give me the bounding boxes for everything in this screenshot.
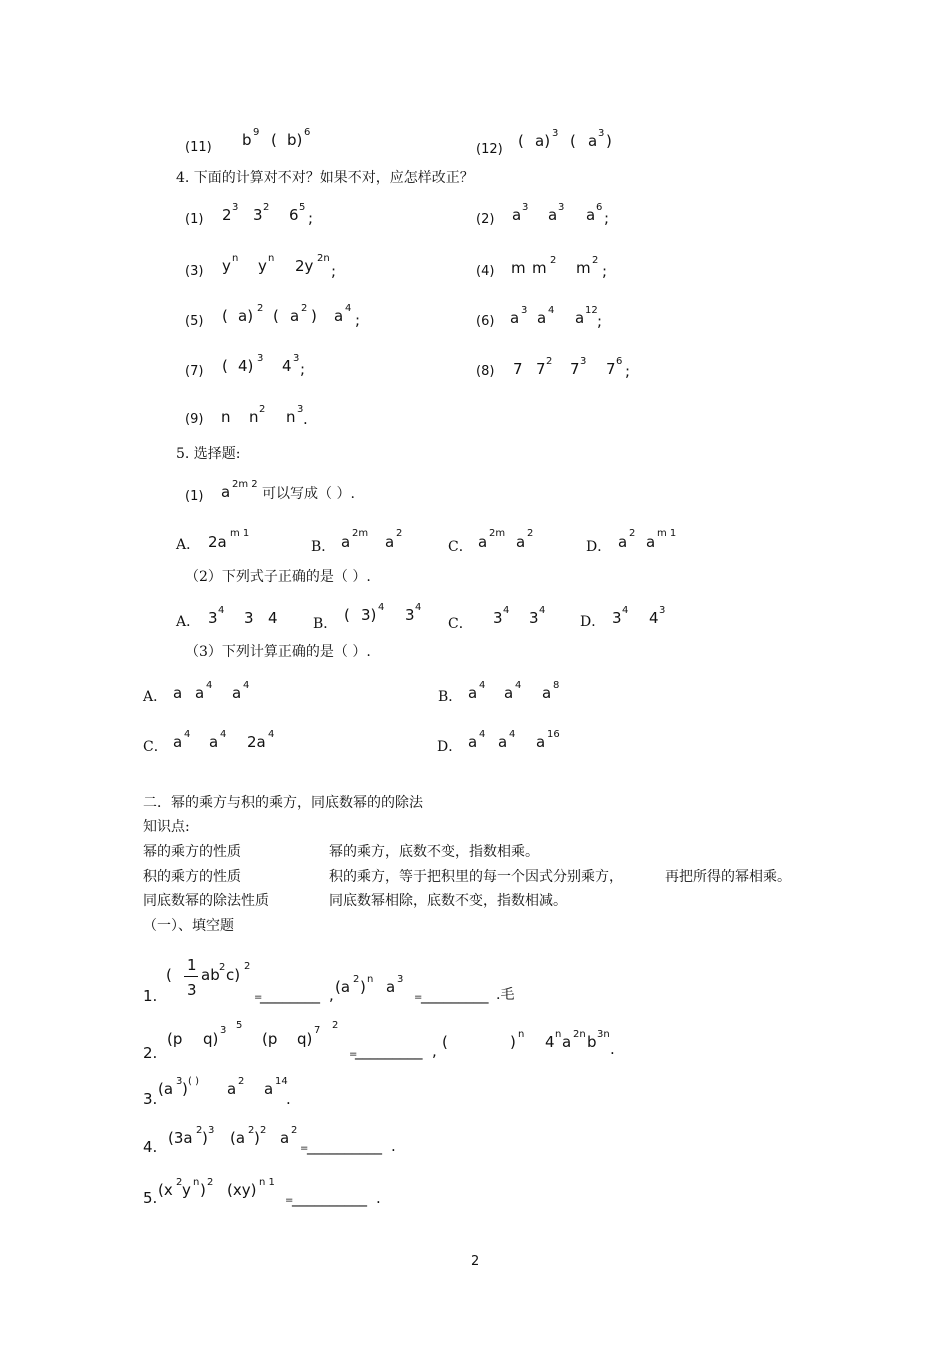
property-name: 幂的乘方的性质 bbox=[143, 844, 241, 860]
math-base: a bbox=[221, 483, 231, 501]
math-exponent: 3 bbox=[232, 202, 239, 213]
property-description: 同底数幂相除，底数不变，指数相减。 bbox=[329, 893, 567, 909]
math-base: ; bbox=[597, 312, 603, 330]
math-base: ; bbox=[602, 262, 608, 280]
math-exponent: 2 bbox=[592, 255, 599, 266]
math-base: 3 bbox=[244, 609, 254, 627]
equals-sign: = bbox=[414, 992, 423, 1003]
math-base: . bbox=[286, 1090, 291, 1108]
math-base: b bbox=[242, 131, 252, 149]
math-base: ) bbox=[311, 307, 317, 325]
equals-sign: = bbox=[254, 992, 263, 1003]
math-exponent: 2 bbox=[550, 255, 557, 266]
math-base: ) bbox=[510, 1033, 516, 1051]
math-base: 3 bbox=[253, 206, 263, 224]
math-base: ( bbox=[442, 1033, 448, 1051]
option-label-b: B． bbox=[438, 689, 463, 705]
math-base: a bbox=[173, 733, 183, 751]
math-exponent: 3 bbox=[580, 356, 587, 367]
math-base: a bbox=[504, 684, 514, 702]
math-exponent: 3 bbox=[659, 605, 666, 616]
math-base: 3 bbox=[612, 609, 622, 627]
math-exponent: 5 bbox=[299, 202, 306, 213]
option-label-d: D． bbox=[437, 739, 463, 755]
math-exponent: 2 bbox=[527, 528, 534, 539]
math-base: a bbox=[618, 533, 628, 551]
math-exponent: 3 bbox=[208, 1125, 215, 1136]
math-base: y bbox=[258, 257, 267, 275]
item-number: (12) bbox=[476, 142, 503, 157]
option-label-b: B． bbox=[313, 616, 338, 632]
answer-blank: __________ bbox=[307, 1137, 382, 1155]
math-exponent: 2 bbox=[248, 1125, 255, 1136]
fraction-numerator: 1 bbox=[187, 956, 197, 974]
item-number: 4. bbox=[143, 1138, 158, 1156]
property-description-cont: 再把所得的幂相乘。 bbox=[665, 869, 791, 885]
answer-blank: ________ bbox=[260, 986, 320, 1004]
math-base: (p bbox=[262, 1030, 278, 1048]
question-title: 4. 下面的计算对不对？如果不对，应怎样改正？ bbox=[176, 170, 474, 186]
math-base: b) bbox=[287, 131, 303, 149]
math-exponent: 2 bbox=[219, 962, 226, 973]
math-exponent: 4 bbox=[206, 680, 213, 691]
math-base: , bbox=[329, 986, 334, 1004]
math-base: y bbox=[182, 1181, 191, 1199]
math-base: a) bbox=[535, 132, 551, 150]
math-exponent: 2 bbox=[301, 303, 308, 314]
item-number: (4) bbox=[476, 264, 495, 279]
math-base: ; bbox=[355, 311, 361, 329]
math-exponent: 2 bbox=[196, 1125, 203, 1136]
option-label-c: C． bbox=[448, 539, 473, 555]
equals-sign: = bbox=[300, 1143, 309, 1154]
math-exponent: 3 bbox=[176, 1076, 183, 1087]
math-base: a bbox=[385, 533, 395, 551]
math-exponent: 4 bbox=[515, 680, 522, 691]
math-base: a bbox=[468, 684, 478, 702]
math-base: 7 bbox=[513, 360, 523, 378]
math-base: a bbox=[548, 206, 558, 224]
math-exponent: n bbox=[268, 253, 275, 264]
math-exponent: 4 bbox=[479, 680, 486, 691]
math-base: 3 bbox=[405, 606, 415, 624]
item-number: (3) bbox=[185, 264, 204, 279]
math-base: . bbox=[610, 1040, 615, 1058]
math-base: m bbox=[511, 259, 526, 277]
math-base: a bbox=[227, 1080, 237, 1098]
item-number: (1) bbox=[185, 489, 204, 504]
math-exponent: 4 bbox=[218, 605, 225, 616]
math-base: ; bbox=[308, 209, 314, 227]
math-base: 3) bbox=[361, 606, 377, 624]
math-base: 6 bbox=[289, 206, 299, 224]
math-base: 7 bbox=[570, 360, 580, 378]
math-exponent: 3 bbox=[397, 974, 404, 985]
math-exponent: 2 bbox=[263, 202, 270, 213]
answer-blank: __________ bbox=[292, 1189, 367, 1207]
math-base: ; bbox=[331, 262, 337, 280]
math-base: ) bbox=[360, 978, 366, 996]
fraction-bar bbox=[184, 976, 198, 977]
math-base: m bbox=[576, 259, 591, 277]
math-base: 7 bbox=[606, 360, 616, 378]
option-label-c: C． bbox=[448, 616, 473, 632]
item-number: (7) bbox=[185, 364, 204, 379]
item-number: 2. bbox=[143, 1044, 158, 1062]
math-base: a bbox=[341, 533, 351, 551]
item-number: (11) bbox=[185, 140, 212, 155]
math-exponent: n bbox=[193, 1177, 200, 1188]
math-exponent: 3n bbox=[597, 1029, 610, 1040]
math-exponent: n bbox=[232, 253, 239, 264]
item-number: (2) bbox=[476, 212, 495, 227]
math-exponent: 3 bbox=[558, 202, 565, 213]
math-exponent: n bbox=[367, 974, 374, 985]
math-exponent: 6 bbox=[596, 202, 603, 213]
trailing-text: .毛 bbox=[496, 987, 515, 1003]
math-base: ) bbox=[202, 1129, 208, 1147]
math-base: 4 bbox=[268, 609, 278, 627]
math-exponent: 2 bbox=[259, 404, 266, 415]
property-description: 幂的乘方，底数不变，指数相乘。 bbox=[329, 844, 539, 860]
math-base: b bbox=[587, 1033, 597, 1051]
math-exponent: 5 bbox=[236, 1020, 243, 1031]
math-base: n bbox=[221, 408, 231, 426]
math-base: , bbox=[432, 1042, 437, 1060]
math-base: a bbox=[562, 1033, 572, 1051]
question-text: 可以写成（ ）. bbox=[262, 486, 355, 502]
math-exponent: 2 bbox=[238, 1076, 245, 1087]
math-exponent: 3 bbox=[521, 305, 528, 316]
math-exponent: 4 bbox=[539, 605, 546, 616]
math-base: 4 bbox=[282, 357, 292, 375]
math-base: 4 bbox=[545, 1033, 555, 1051]
math-exponent: 2 bbox=[396, 528, 403, 539]
math-base: . bbox=[376, 1189, 381, 1207]
math-exponent: m 1 bbox=[230, 528, 250, 539]
fraction-denominator: 3 bbox=[187, 981, 197, 999]
math-exponent: 2 bbox=[546, 356, 553, 367]
math-exponent: 7 bbox=[314, 1025, 321, 1036]
option-label-a: A． bbox=[176, 614, 201, 630]
math-exponent: 12 bbox=[585, 305, 598, 316]
math-base: (a bbox=[335, 978, 351, 996]
math-exponent: 4 bbox=[503, 605, 510, 616]
item-number: 1. bbox=[143, 987, 158, 1005]
math-base: q) bbox=[203, 1030, 219, 1048]
question-text: （2）下列式子正确的是（ ）. bbox=[185, 569, 371, 585]
math-exponent: 4 bbox=[415, 602, 422, 613]
math-base: a bbox=[646, 533, 656, 551]
math-base: a) bbox=[238, 307, 254, 325]
math-base: y bbox=[222, 257, 231, 275]
fill-blank-title: （一）、填空题 bbox=[143, 918, 234, 934]
math-base: 4) bbox=[238, 357, 254, 375]
equals-sign: = bbox=[285, 1195, 294, 1206]
math-base: a bbox=[334, 307, 344, 325]
math-exponent: 4 bbox=[378, 602, 385, 613]
math-base: a bbox=[498, 733, 508, 751]
math-base: a bbox=[575, 309, 585, 327]
math-exponent: 2 bbox=[257, 303, 264, 314]
answer-blank: _________ bbox=[355, 1042, 423, 1060]
math-base: q) bbox=[297, 1030, 313, 1048]
math-exponent: 4 bbox=[479, 729, 486, 740]
math-exponent: 2m 2 bbox=[232, 479, 258, 490]
item-number: (9) bbox=[185, 412, 204, 427]
math-base: c) bbox=[226, 966, 241, 984]
math-exponent: 14 bbox=[275, 1076, 288, 1087]
property-name: 积的乘方的性质 bbox=[143, 869, 241, 885]
math-base: a bbox=[510, 309, 520, 327]
question-title: 5. 选择题: bbox=[176, 446, 241, 462]
math-exponent: 2n bbox=[317, 253, 330, 264]
math-base: ( bbox=[222, 307, 228, 325]
math-base: a bbox=[386, 978, 396, 996]
math-base: ) bbox=[606, 132, 612, 150]
math-base: a bbox=[537, 309, 547, 327]
question-text: （3）下列计算正确的是（ ）. bbox=[185, 644, 371, 660]
option-label-b: B． bbox=[311, 539, 336, 555]
math-base: 3 bbox=[493, 609, 503, 627]
math-base: ) bbox=[182, 1080, 188, 1098]
math-base: ( bbox=[271, 131, 277, 149]
math-base: 2 bbox=[222, 206, 232, 224]
math-exponent: m 1 bbox=[657, 528, 677, 539]
math-base: a bbox=[195, 684, 205, 702]
math-base: ; bbox=[300, 360, 306, 378]
math-exponent: n 1 bbox=[259, 1177, 275, 1188]
math-base: ; bbox=[625, 362, 631, 380]
math-base: 3 bbox=[529, 609, 539, 627]
option-label-d: D． bbox=[586, 539, 612, 555]
math-base: . bbox=[391, 1137, 396, 1155]
math-base: m bbox=[532, 259, 547, 277]
math-exponent: 4 bbox=[243, 680, 250, 691]
math-base: a bbox=[209, 733, 219, 751]
math-base: a bbox=[512, 206, 522, 224]
math-base: a bbox=[586, 206, 596, 224]
math-exponent: 3 bbox=[297, 404, 304, 415]
math-exponent: 8 bbox=[553, 680, 560, 691]
math-base: a bbox=[542, 684, 552, 702]
option-label-a: A． bbox=[176, 537, 201, 553]
math-base: (xy) bbox=[227, 1181, 257, 1199]
math-exponent: 2 bbox=[291, 1125, 298, 1136]
math-base: ; bbox=[604, 209, 610, 227]
item-number: (6) bbox=[476, 314, 495, 329]
math-base: ) bbox=[200, 1181, 206, 1199]
math-exponent: 3 bbox=[552, 128, 559, 139]
item-number: (8) bbox=[476, 364, 495, 379]
math-exponent: n bbox=[518, 1029, 525, 1040]
math-exponent: ( ) bbox=[188, 1076, 199, 1087]
math-base: 3 bbox=[208, 609, 218, 627]
option-label-c: C． bbox=[143, 739, 168, 755]
math-exponent: 6 bbox=[616, 356, 623, 367]
math-base: (a bbox=[158, 1080, 174, 1098]
math-base: a bbox=[536, 733, 546, 751]
item-number: 5. bbox=[143, 1189, 158, 1207]
math-base: 2y bbox=[295, 257, 314, 275]
property-name: 同底数幂的除法性质 bbox=[143, 893, 269, 909]
math-base: a bbox=[232, 684, 242, 702]
math-exponent: 4 bbox=[184, 729, 191, 740]
math-exponent: 2m bbox=[352, 528, 369, 539]
math-base: a bbox=[478, 533, 488, 551]
math-base: a bbox=[173, 684, 183, 702]
property-description: 积的乘方，等于把积里的每一个因式分别乘方， bbox=[329, 869, 623, 885]
math-base: a bbox=[264, 1080, 274, 1098]
math-base: a bbox=[588, 132, 598, 150]
math-exponent: 2 bbox=[207, 1177, 214, 1188]
answer-blank: _________ bbox=[421, 986, 489, 1004]
math-base: 2a bbox=[208, 533, 227, 551]
math-exponent: 3 bbox=[220, 1025, 227, 1036]
math-base: 2a bbox=[247, 733, 266, 751]
math-base: a bbox=[516, 533, 526, 551]
item-number: 3. bbox=[143, 1090, 158, 1108]
math-exponent: 2n bbox=[573, 1029, 586, 1040]
math-exponent: 6 bbox=[304, 127, 311, 138]
math-exponent: 4 bbox=[622, 605, 629, 616]
math-base: a bbox=[280, 1129, 290, 1147]
math-base: a bbox=[290, 307, 300, 325]
math-exponent: 3 bbox=[293, 353, 300, 364]
math-exponent: 16 bbox=[547, 729, 560, 740]
math-exponent: 3 bbox=[257, 353, 264, 364]
math-base: ( bbox=[344, 606, 350, 624]
math-base: 4 bbox=[649, 609, 659, 627]
math-exponent: 2 bbox=[244, 961, 251, 972]
math-exponent: 2m bbox=[489, 528, 506, 539]
option-label-a: A． bbox=[143, 689, 168, 705]
math-exponent: 2 bbox=[332, 1020, 339, 1031]
math-exponent: 4 bbox=[509, 729, 516, 740]
section-heading: 二．幂的乘方与积的乘方，同底数幂的的除法 bbox=[143, 795, 423, 811]
math-exponent: 9 bbox=[253, 127, 260, 138]
math-exponent: 4 bbox=[548, 305, 555, 316]
page-number: 2 bbox=[471, 1254, 480, 1269]
math-base: ( bbox=[570, 132, 576, 150]
math-base: 7 bbox=[536, 360, 546, 378]
math-exponent: 4 bbox=[220, 729, 227, 740]
item-number: (5) bbox=[185, 314, 204, 329]
math-exponent: 2 bbox=[353, 974, 360, 985]
math-base: ab bbox=[201, 966, 220, 984]
math-exponent: 3 bbox=[598, 128, 605, 139]
knowledge-label: 知识点: bbox=[143, 819, 190, 835]
math-base: a bbox=[468, 733, 478, 751]
math-base: . bbox=[303, 410, 308, 428]
math-exponent: 2 bbox=[629, 528, 636, 539]
math-exponent: 4 bbox=[268, 729, 275, 740]
math-base: n bbox=[249, 408, 259, 426]
math-exponent: 2 bbox=[260, 1125, 267, 1136]
option-label-d: D． bbox=[580, 614, 606, 630]
math-base: ( bbox=[518, 132, 524, 150]
math-exponent: 2 bbox=[176, 1177, 183, 1188]
item-number: (1) bbox=[185, 212, 204, 227]
math-exponent: n bbox=[555, 1029, 562, 1040]
math-base: ( bbox=[222, 357, 228, 375]
math-base: (3a bbox=[168, 1129, 193, 1147]
math-base: (a bbox=[230, 1129, 246, 1147]
equals-sign: = bbox=[349, 1049, 358, 1060]
math-base: ( bbox=[166, 966, 172, 984]
math-base: (x bbox=[158, 1181, 173, 1199]
math-base: (p bbox=[167, 1030, 183, 1048]
math-base: ) bbox=[254, 1129, 260, 1147]
math-exponent: 3 bbox=[522, 202, 529, 213]
math-base: ( bbox=[273, 307, 279, 325]
math-base: n bbox=[286, 408, 296, 426]
math-exponent: 4 bbox=[345, 303, 352, 314]
